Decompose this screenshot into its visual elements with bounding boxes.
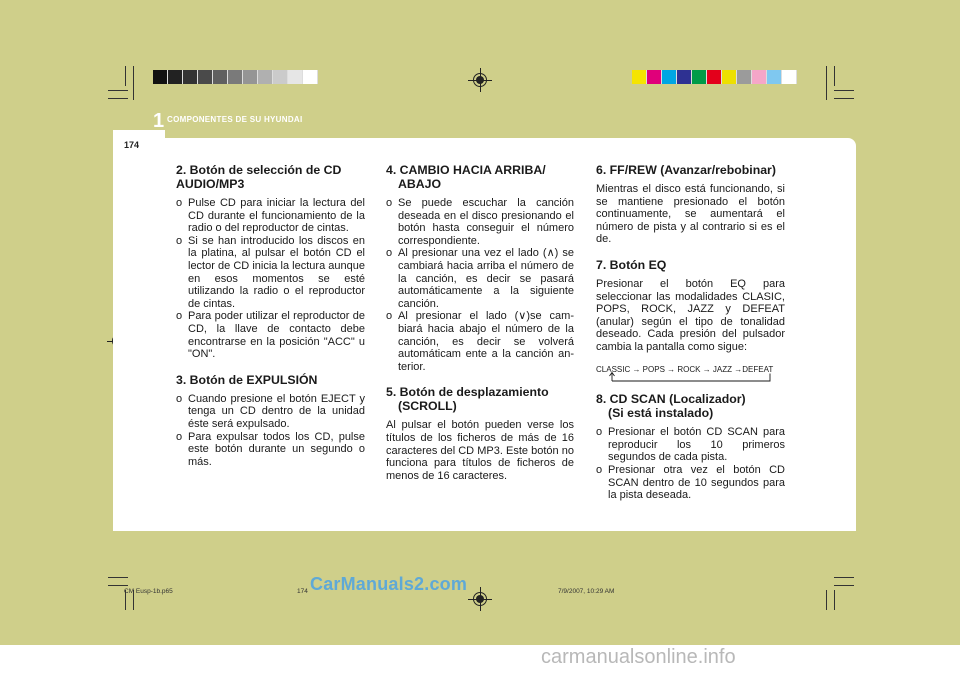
crop-mark (834, 98, 854, 99)
heading-line: AUDIO/MP3 (176, 177, 245, 191)
crop-mark (108, 585, 128, 586)
watermark-bottom: carmanualsonline.info (541, 646, 736, 668)
crop-mark (133, 66, 134, 100)
color-swatch (198, 70, 213, 84)
gray-calibration-strip (153, 70, 318, 84)
heading-ff-rew: 6. FF/REW (Avanzar/rebobinar) (596, 163, 776, 177)
color-swatch (662, 70, 677, 84)
ff-rew-paragraph: Mientras el disco está funcionando, si se mantiene presionado el botón continuamente, se aumentará el número de pista y al contrario si es el de. (596, 183, 785, 246)
color-swatch (767, 70, 782, 84)
registration-mark-icon (471, 590, 489, 608)
chapter-number: 1 (153, 110, 165, 132)
color-swatch (707, 70, 722, 84)
heading-line: (Si está instalado) (608, 406, 714, 421)
heading-line: 4. CAMBIO HACIA ARRIBA/ (386, 163, 546, 177)
crop-mark (108, 577, 128, 578)
heading-line: 2. Botón de selección de CD (176, 163, 342, 177)
color-swatch (273, 70, 288, 84)
crop-mark (834, 585, 854, 586)
list-item: o Presionar el botón CD SCAN para reproducir los 10 primeros segundos de cada pista. (596, 426, 785, 464)
color-calibration-strip (632, 70, 797, 84)
eq-cycle-text: CLASSIC → POPS → ROCK → JAZZ →DEFEAT (596, 364, 774, 374)
color-swatch (213, 70, 228, 84)
color-swatch (303, 70, 318, 84)
registration-mark-icon (471, 71, 489, 89)
color-swatch (647, 70, 662, 84)
scroll-paragraph: Al pulsar el botón pueden verse los títulos de los ficheros de más de 16 caracteres del CD MP3. Este botón no funciona para títulos de ficheros de menos de 16 caracteres. (386, 419, 574, 482)
list-item: o Para expulsar todos los CD, pulse este botón durante un segundo o más. (176, 431, 365, 469)
footer-file: CM Eusp-1b.p65 (124, 588, 173, 595)
eject-list (176, 393, 365, 469)
heading-cd-audio-mp3 (176, 163, 365, 191)
footer-page: 174 (297, 588, 308, 595)
column-2 (386, 163, 574, 494)
watermark: CarManuals2.com (310, 574, 468, 594)
crop-mark (826, 590, 827, 610)
crop-mark (108, 98, 128, 99)
list-item: o Si se han introducido los discos en la platina, al pulsar el botón CD el lector de CD inicia la lectura aunque en esos momentos se esté utilizando la radio o el reproductor de cintas. (176, 235, 365, 311)
list-item: o Al presionar el lado (∨)se cam-biará hacia abajo el número de la canción, es decir se volverá automáticam ente a la canción an-terior. (386, 310, 574, 373)
color-swatch (153, 70, 168, 84)
list-item: o Al presionar una vez el lado (∧) se cambiará hacia arriba el número de la canción, es decir se pasará automáticamente a la siguiente canción. (386, 247, 574, 310)
column-1 (176, 163, 365, 480)
list-item: o Para poder utilizar el reproductor de CD, la llave de contacto debe encontrarse en la posición "ACC" u "ON". (176, 310, 365, 360)
color-swatch (782, 70, 797, 84)
cambio-list (386, 197, 574, 373)
heading-scroll (386, 385, 574, 413)
crop-mark (108, 90, 128, 91)
color-swatch (288, 70, 303, 84)
page-number: 174 (124, 140, 140, 150)
eq-paragraph: Presionar el botón EQ para seleccionar las modalidades CLASIC, POPS, ROCK, JAZZ y DEFEAT (anular) según el tipo de tonalidad deseado. Cada presión del pulsador cambia la pantalla como sigue: (596, 277, 785, 353)
list-item: o Presionar otra vez el botón CD SCAN dentro de 10 segundos para la pista deseada. (596, 464, 785, 502)
color-swatch (677, 70, 692, 84)
list-item: o Cuando presione el botón EJECT y tenga un CD dentro de la unidad éste será expulsado. (176, 393, 365, 431)
eq-cycle-diagram (596, 364, 785, 377)
cd-scan-list (596, 426, 785, 502)
cd-audio-list (176, 197, 365, 361)
heading-line: (SCROLL) (398, 399, 457, 414)
color-swatch (228, 70, 243, 84)
heading-line: 8. CD SCAN (Localizador) (596, 392, 746, 407)
crop-mark (834, 66, 835, 86)
color-swatch (737, 70, 752, 84)
list-item: o Se puede escuchar la canción deseada en el disco presionando el botón hasta conseguir el número correspondiente. (386, 197, 574, 247)
return-arrow-icon (596, 372, 776, 382)
color-swatch (258, 70, 273, 84)
crop-mark (834, 90, 854, 91)
heading-eject: 3. Botón de EXPULSIÓN (176, 372, 318, 387)
footer-date: 7/9/2007, 10:29 AM (558, 588, 615, 595)
crop-mark (826, 66, 827, 100)
crop-mark (834, 577, 854, 578)
color-swatch (752, 70, 767, 84)
color-swatch (692, 70, 707, 84)
color-swatch (168, 70, 183, 84)
column-3 (596, 163, 785, 514)
crop-mark (834, 590, 835, 610)
list-item: o Pulse CD para iniciar la lectura del CD durante el funcionamiento de la radio o del reproductor de cintas. (176, 197, 365, 235)
color-swatch (632, 70, 647, 84)
heading-line: ABAJO (398, 177, 442, 191)
heading-cd-scan (596, 392, 785, 420)
color-swatch (722, 70, 737, 84)
color-swatch (183, 70, 198, 84)
heading-line: 5. Botón de desplazamiento (386, 385, 549, 400)
heading-cambio (386, 163, 574, 191)
color-swatch (243, 70, 258, 84)
crop-mark (125, 66, 126, 86)
heading-eq: 7. Botón EQ (596, 257, 667, 272)
section-title: COMPONENTES DE SU HYUNDAI (167, 115, 303, 124)
